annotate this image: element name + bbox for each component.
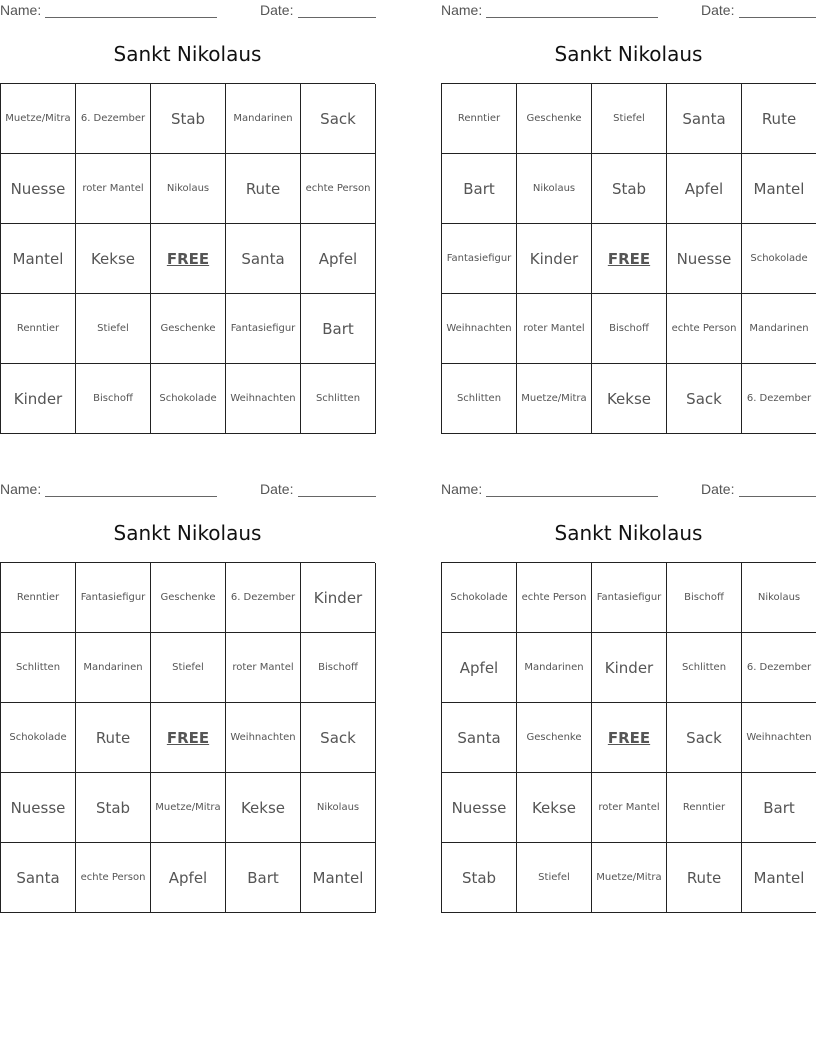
- bingo-cell: Kekse: [76, 224, 151, 294]
- bingo-cell: Weihnachten: [226, 364, 301, 434]
- bingo-cell: Rute: [742, 84, 816, 154]
- bingo-cell: Santa: [667, 84, 742, 154]
- card-header: [0, 481, 375, 499]
- bingo-cell: Renntier: [1, 294, 76, 364]
- bingo-cell: Bischoff: [592, 294, 667, 364]
- bingo-cell: 6. Dezember: [76, 84, 151, 154]
- bingo-cell: Muetze/Mitra: [517, 364, 592, 434]
- bingo-cell: Nuesse: [1, 773, 76, 843]
- card-title: Sankt Nikolaus: [554, 521, 703, 545]
- bingo-cell: Schlitten: [1, 633, 76, 703]
- card-title: Sankt Nikolaus: [113, 521, 262, 545]
- date-field-line[interactable]: [739, 496, 816, 497]
- bingo-cell: Kinder: [1, 364, 76, 434]
- bingo-cell: Nikolaus: [301, 773, 376, 843]
- bingo-cell: Mantel: [742, 843, 816, 913]
- bingo-cell: Kekse: [517, 773, 592, 843]
- bingo-cell: Renntier: [442, 84, 517, 154]
- bingo-cell: Geschenke: [151, 294, 226, 364]
- bingo-cell: Nikolaus: [742, 563, 816, 633]
- bingo-cell: Renntier: [1, 563, 76, 633]
- name-field-line[interactable]: [486, 496, 658, 497]
- bingo-cell: Fantasiefigur: [76, 563, 151, 633]
- bingo-cell: Fantasiefigur: [226, 294, 301, 364]
- bingo-cell: Rute: [667, 843, 742, 913]
- bingo-cell: Stiefel: [517, 843, 592, 913]
- bingo-cell: Schokolade: [742, 224, 816, 294]
- bingo-cell: Nuesse: [667, 224, 742, 294]
- date-field-line[interactable]: [739, 17, 816, 18]
- bingo-cell: Stab: [592, 154, 667, 224]
- bingo-grid: [0, 83, 375, 434]
- bingo-cell: Kinder: [517, 224, 592, 294]
- bingo-cell: roter Mantel: [226, 633, 301, 703]
- bingo-cell: Schokolade: [1, 703, 76, 773]
- bingo-cell: roter Mantel: [76, 154, 151, 224]
- bingo-cell: Schlitten: [667, 633, 742, 703]
- bingo-cell: Bart: [742, 773, 816, 843]
- bingo-card-4: [441, 479, 816, 911]
- bingo-cell: Bart: [442, 154, 517, 224]
- bingo-cell: Apfel: [301, 224, 376, 294]
- bingo-cell: Kekse: [226, 773, 301, 843]
- bingo-cell: 6. Dezember: [742, 633, 816, 703]
- name-label: Name:: [0, 2, 42, 18]
- bingo-cell: Weihnachten: [442, 294, 517, 364]
- bingo-cell: Schokolade: [151, 364, 226, 434]
- bingo-cell: Schlitten: [442, 364, 517, 434]
- bingo-cell: Sack: [301, 84, 376, 154]
- bingo-cell: echte Person: [301, 154, 376, 224]
- card-header: [441, 481, 816, 499]
- bingo-cell: Mantel: [301, 843, 376, 913]
- bingo-cell: Sack: [667, 364, 742, 434]
- bingo-cell: 6. Dezember: [742, 364, 816, 434]
- bingo-grid: [441, 83, 816, 434]
- bingo-card-2: [441, 0, 816, 432]
- bingo-cell: Renntier: [667, 773, 742, 843]
- bingo-cell: Geschenke: [517, 84, 592, 154]
- bingo-cell: Muetze/Mitra: [1, 84, 76, 154]
- bingo-cell: echte Person: [517, 563, 592, 633]
- bingo-cell: Rute: [226, 154, 301, 224]
- bingo-cell: Santa: [442, 703, 517, 773]
- bingo-cell: Stiefel: [592, 84, 667, 154]
- bingo-cell: Stab: [76, 773, 151, 843]
- bingo-cell: Fantasiefigur: [592, 563, 667, 633]
- bingo-cell: Sack: [667, 703, 742, 773]
- bingo-cell: Nuesse: [442, 773, 517, 843]
- bingo-cell: Weihnachten: [226, 703, 301, 773]
- name-label: Name:: [441, 481, 483, 497]
- bingo-cell: Mantel: [1, 224, 76, 294]
- bingo-cell: Schlitten: [301, 364, 376, 434]
- bingo-cell: Mandarinen: [76, 633, 151, 703]
- card-title: Sankt Nikolaus: [113, 42, 262, 66]
- bingo-cell: Stiefel: [76, 294, 151, 364]
- free-space-cell: FREE: [592, 703, 667, 773]
- bingo-cell: echte Person: [76, 843, 151, 913]
- bingo-cell: Mandarinen: [517, 633, 592, 703]
- date-label: Date:: [701, 481, 735, 497]
- bingo-cell: Mandarinen: [226, 84, 301, 154]
- bingo-grid: [0, 562, 375, 913]
- bingo-cell: roter Mantel: [592, 773, 667, 843]
- bingo-cell: Stiefel: [151, 633, 226, 703]
- date-label: Date:: [260, 481, 294, 497]
- bingo-cell: Weihnachten: [742, 703, 816, 773]
- card-header: [441, 2, 816, 20]
- bingo-cell: Apfel: [151, 843, 226, 913]
- bingo-cell: Mandarinen: [742, 294, 816, 364]
- bingo-grid: [441, 562, 816, 913]
- bingo-cell: 6. Dezember: [226, 563, 301, 633]
- date-label: Date:: [701, 2, 735, 18]
- free-space-cell: FREE: [151, 224, 226, 294]
- bingo-cell: Schokolade: [442, 563, 517, 633]
- bingo-cell: Apfel: [667, 154, 742, 224]
- bingo-cell: roter Mantel: [517, 294, 592, 364]
- name-field-line[interactable]: [45, 496, 217, 497]
- free-space-cell: FREE: [592, 224, 667, 294]
- bingo-cell: Stab: [442, 843, 517, 913]
- bingo-cell: Bart: [226, 843, 301, 913]
- free-space-cell: FREE: [151, 703, 226, 773]
- bingo-cell: Nuesse: [1, 154, 76, 224]
- bingo-cell: Nikolaus: [151, 154, 226, 224]
- bingo-card-1: [0, 0, 375, 432]
- bingo-cell: Apfel: [442, 633, 517, 703]
- bingo-cell: Kekse: [592, 364, 667, 434]
- bingo-cell: Muetze/Mitra: [151, 773, 226, 843]
- name-label: Name:: [0, 481, 42, 497]
- bingo-cell: Muetze/Mitra: [592, 843, 667, 913]
- bingo-cell: Bart: [301, 294, 376, 364]
- bingo-cell: Bischoff: [76, 364, 151, 434]
- bingo-cell: Santa: [1, 843, 76, 913]
- date-label: Date:: [260, 2, 294, 18]
- bingo-card-3: [0, 479, 375, 911]
- bingo-cell: Stab: [151, 84, 226, 154]
- bingo-cell: Rute: [76, 703, 151, 773]
- name-field-line[interactable]: [45, 17, 217, 18]
- date-field-line[interactable]: [298, 17, 376, 18]
- bingo-cell: Nikolaus: [517, 154, 592, 224]
- bingo-cell: Bischoff: [667, 563, 742, 633]
- name-label: Name:: [441, 2, 483, 18]
- bingo-cell: Mantel: [742, 154, 816, 224]
- bingo-cell: Kinder: [301, 563, 376, 633]
- bingo-cell: Santa: [226, 224, 301, 294]
- bingo-cell: Geschenke: [517, 703, 592, 773]
- bingo-cell: Geschenke: [151, 563, 226, 633]
- bingo-cell: Sack: [301, 703, 376, 773]
- card-title: Sankt Nikolaus: [554, 42, 703, 66]
- bingo-cell: Bischoff: [301, 633, 376, 703]
- bingo-cell: Kinder: [592, 633, 667, 703]
- name-field-line[interactable]: [486, 17, 658, 18]
- bingo-cell: Fantasiefigur: [442, 224, 517, 294]
- date-field-line[interactable]: [298, 496, 376, 497]
- bingo-cell: echte Person: [667, 294, 742, 364]
- card-header: [0, 2, 375, 20]
